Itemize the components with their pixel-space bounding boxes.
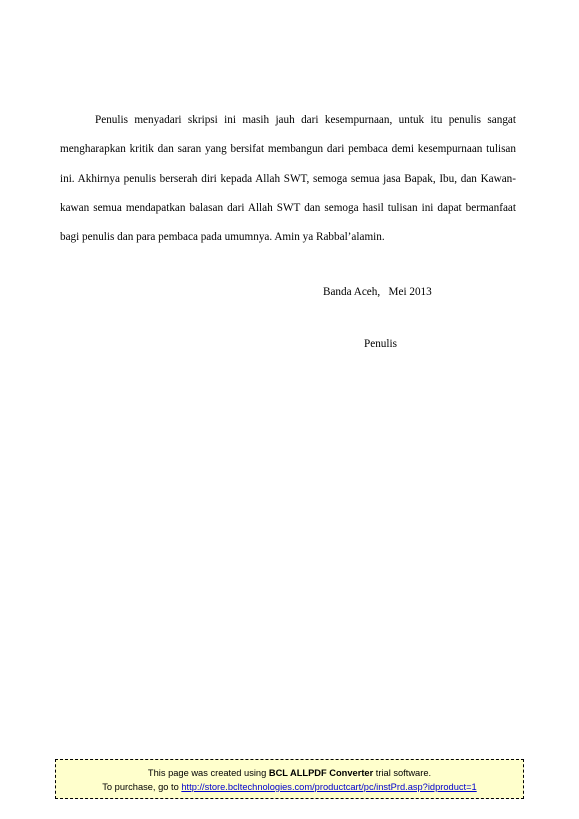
trial-notice-banner — [55, 759, 524, 799]
trial-notice-suffix: trial software. — [373, 768, 432, 778]
trial-notice-line-1 — [56, 766, 523, 780]
trial-notice-line-2 — [56, 780, 523, 794]
trial-notice-prefix: This page was created using — [147, 768, 269, 778]
purchase-prefix: To purchase, go to — [102, 782, 182, 792]
author-signature: Penulis — [364, 338, 397, 350]
purchase-link[interactable]: http://store.bcltechnologies.com/productcart/pc/instPrd.asp?idproduct=1 — [181, 782, 477, 792]
closing-paragraph: Penulis menyadari skripsi ini masih jauh dari kesempurnaan, untuk itu penulis sangat mengharapkan kritik dan saran yang bersifat membangun dari pembaca demi kesempurnaan tulisan ini. Akhirnya penulis berserah diri kepada Allah SWT, semoga semua jasa Bapak, Ibu, dan Kawan-kawan semua mendapatkan balasan dari Allah SWT dan semoga hasil tulisan ini dapat bermanfaat bagi penulis dan para pembaca pada umumnya. Amin ya Rabbal’alamin. — [60, 114, 516, 244]
product-name: BCL ALLPDF Converter — [268, 768, 374, 778]
place-date: Banda Aceh, Mei 2013 — [323, 286, 432, 298]
